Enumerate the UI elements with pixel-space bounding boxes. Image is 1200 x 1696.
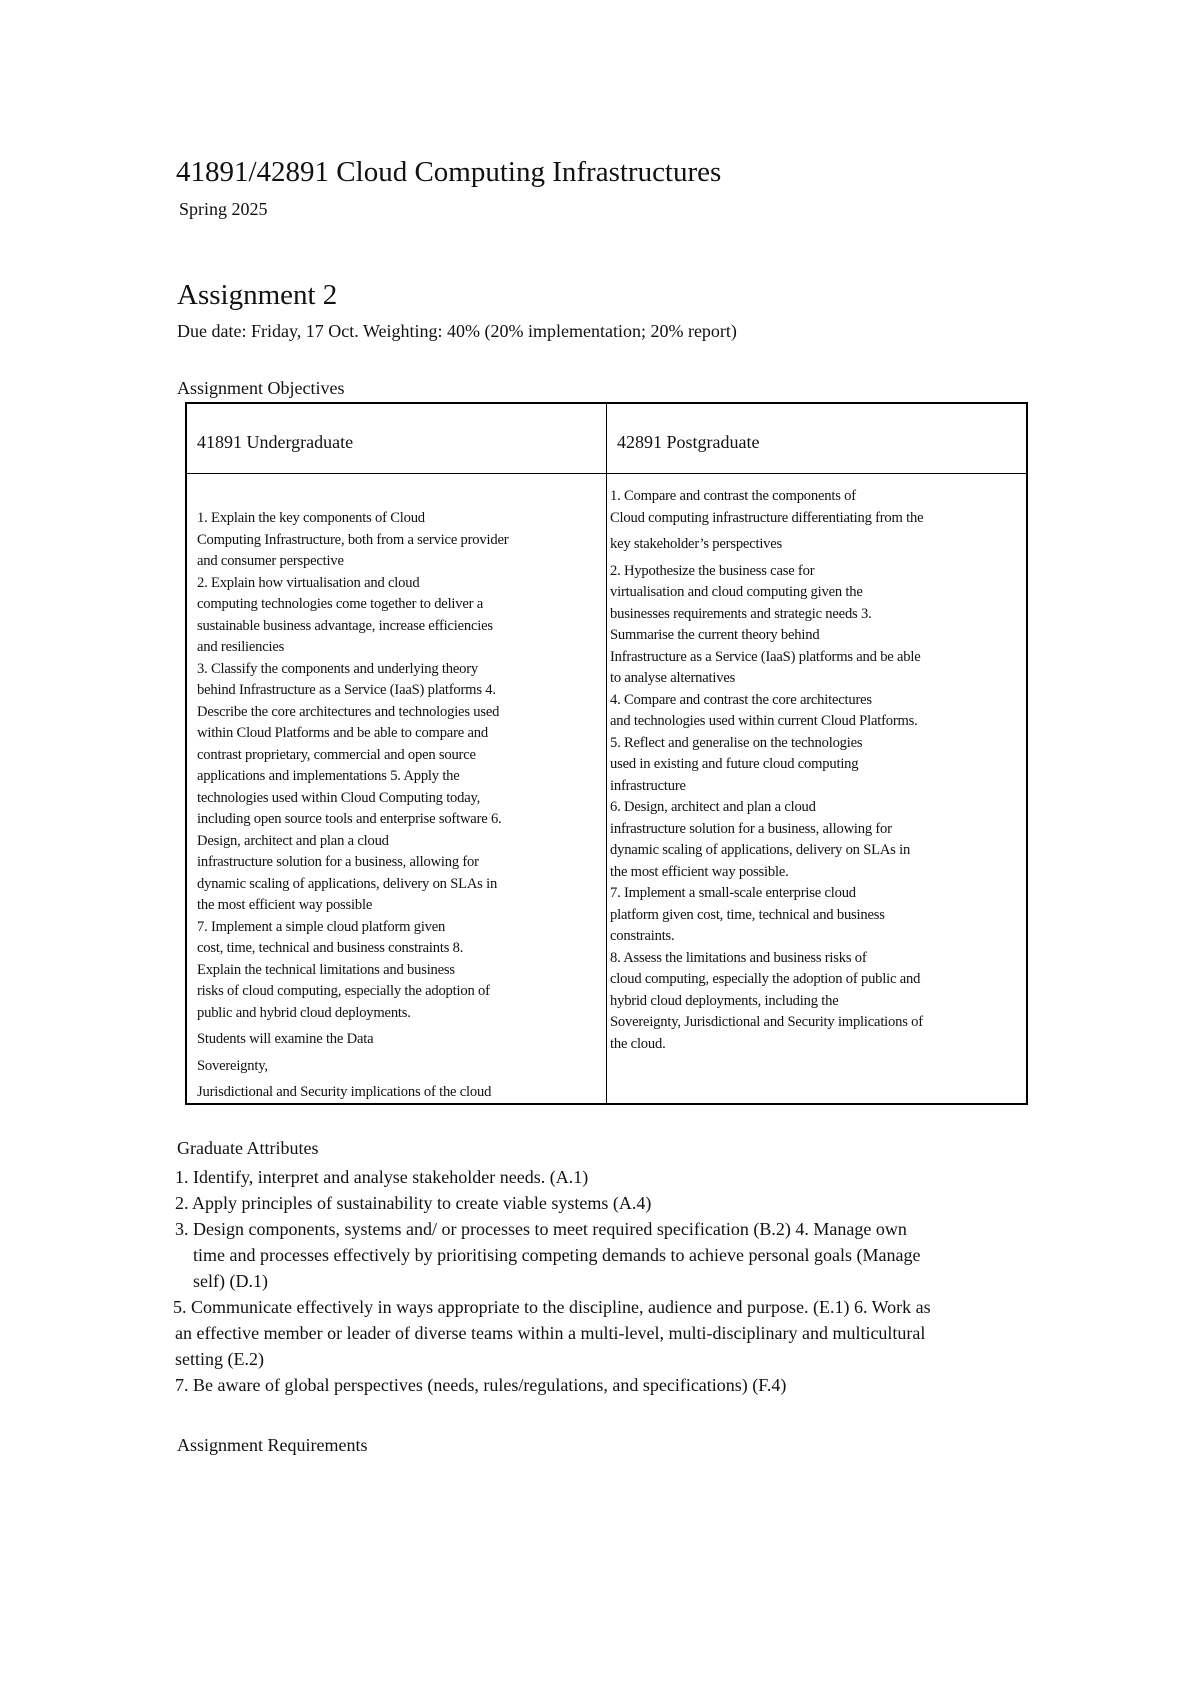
table-header-divider — [187, 473, 1026, 474]
objective-line: the most efficient way possible — [197, 897, 373, 913]
objective-line: 5. Reflect and generalise on the technologies — [610, 734, 863, 751]
objective-line: Cloud computing infrastructure differentiating from the — [610, 509, 924, 526]
objective-line: used in existing and future cloud computing — [610, 756, 859, 772]
attribute-line: 2. Apply principles of sustainability to create viable systems (A.4) — [175, 1193, 652, 1213]
objective-line: Jurisdictional and Security implications of the cloud — [197, 1084, 492, 1100]
objective-line: sustainable business advantage, increase efficiencies — [197, 617, 493, 634]
objective-line: 6. Design, architect and plan a cloud — [610, 799, 816, 815]
objective-line: businesses requirements and strategic needs 3. — [610, 605, 872, 622]
objective-line: Describe the core architectures and technologies used — [197, 703, 500, 720]
objective-line: 1. Compare and contrast the components of — [610, 488, 856, 504]
objective-line: risks of cloud computing, especially the adoption of — [197, 983, 490, 999]
objective-line: technologies used within Cloud Computing today, — [197, 789, 481, 806]
undergraduate-objectives — [197, 508, 601, 1104]
objective-line: to analyse alternatives — [610, 670, 736, 686]
objective-line: behind Infrastructure as a Service (IaaS) platforms 4. — [197, 682, 496, 698]
objective-line: public and hybrid cloud deployments. — [197, 1004, 411, 1021]
objective-line: platform given cost, time, technical and business — [610, 906, 885, 923]
attribute-line: 7. Be aware of global perspectives (needs, rules/regulations, and specifications) (F.4) — [175, 1375, 787, 1395]
objective-line: infrastructure — [610, 777, 686, 794]
objective-line: the cloud. — [610, 1035, 666, 1052]
attribute-line: 3. Design components, systems and/ or processes to meet required specification (B.2) 4. Manage own — [175, 1219, 907, 1239]
objective-line: 8. Assess the limitations and business risks of — [610, 949, 867, 966]
requirements-heading: Assignment Requirements — [177, 1435, 368, 1455]
term-label: Spring 2025 — [179, 199, 268, 219]
objective-line: 2. Hypothesize the business case for — [610, 562, 815, 579]
objective-line: 3. Classify the components and underlying theory — [197, 660, 479, 677]
objective-line: Sovereignty, — [197, 1057, 268, 1074]
objective-line: Computing Infrastructure, both from a service provider — [197, 531, 509, 548]
objectives-heading: Assignment Objectives — [177, 378, 345, 398]
undergraduate-header: 41891 Undergraduate — [197, 432, 354, 452]
objective-line: Sovereignty, Jurisdictional and Security implications of — [610, 1014, 923, 1030]
attribute-line: setting (E.2) — [175, 1349, 264, 1369]
objective-line: key stakeholder’s perspectives — [610, 536, 783, 552]
postgraduate-header: 42891 Postgraduate — [617, 432, 760, 452]
objectives-table — [185, 402, 1028, 1105]
objective-line: cost, time, technical and business constraints 8. — [197, 940, 464, 956]
objective-line: infrastructure solution for a business, allowing for — [610, 820, 892, 837]
objective-line: including open source tools and enterprise software 6. — [197, 811, 502, 827]
objective-line: within Cloud Platforms and be able to compare and — [197, 725, 488, 741]
due-date-line: Due date: Friday, 17 Oct. Weighting: 40% (20% implementation; 20% report) — [177, 321, 737, 341]
objective-line: Summarise the current theory behind — [610, 627, 820, 643]
objective-line: 7. Implement a small-scale enterprise cloud — [610, 885, 856, 901]
objective-line: cloud computing, especially the adoption of public and — [610, 971, 921, 987]
objective-line: Students will examine the Data — [197, 1031, 374, 1047]
objective-line: Explain the technical limitations and business — [197, 961, 455, 978]
objective-line: dynamic scaling of applications, delivery on SLAs in — [197, 875, 498, 892]
objective-line: 1. Explain the key components of Cloud — [197, 510, 425, 526]
objective-line: contrast proprietary, commercial and open source — [197, 746, 476, 763]
course-title: 41891/42891 Cloud Computing Infrastructures — [176, 156, 722, 188]
objective-line: hybrid cloud deployments, including the — [610, 992, 839, 1009]
objective-line: Infrastructure as a Service (IaaS) platforms and be able — [610, 648, 921, 665]
table-column-divider — [606, 404, 607, 1103]
assignment-title: Assignment 2 — [177, 279, 338, 311]
objective-line: 4. Compare and contrast the core architectures — [610, 691, 872, 708]
objective-line: infrastructure solution for a business, allowing for — [197, 854, 479, 870]
objective-line: virtualisation and cloud computing given the — [610, 584, 863, 600]
objective-line: 2. Explain how virtualisation and cloud — [197, 574, 420, 591]
attribute-line: an effective member or leader of diverse teams within a multi-level, multi-disciplinary and multicultural — [175, 1323, 926, 1343]
attribute-line: 5. Communicate effectively in ways appropriate to the discipline, audience and purpose. (E.1) 6. Work as — [173, 1297, 931, 1317]
objective-line: computing technologies come together to deliver a — [197, 596, 484, 612]
attribute-line: self) (D.1) — [193, 1271, 268, 1291]
attribute-line: 1. Identify, interpret and analyse stakeholder needs. (A.1) — [175, 1167, 589, 1187]
objective-line: and resiliencies — [197, 639, 285, 655]
objective-line: the most efficient way possible. — [610, 863, 789, 880]
objective-line: Design, architect and plan a cloud — [197, 832, 389, 849]
objective-line: dynamic scaling of applications, delivery on SLAs in — [610, 842, 911, 858]
objective-line: 7. Implement a simple cloud platform given — [197, 918, 446, 935]
postgraduate-objectives — [610, 486, 1026, 1055]
objective-line: and consumer perspective — [197, 553, 344, 569]
graduate-attributes-list — [175, 1164, 1035, 1398]
objective-line: and technologies used within current Cloud Platforms. — [610, 713, 918, 729]
objective-line: constraints. — [610, 928, 675, 944]
objective-line: applications and implementations 5. Apply the — [197, 768, 460, 784]
graduate-attributes-heading: Graduate Attributes — [177, 1138, 319, 1158]
attribute-line: time and processes effectively by prioritising competing demands to achieve personal goals (Manage — [193, 1245, 921, 1265]
